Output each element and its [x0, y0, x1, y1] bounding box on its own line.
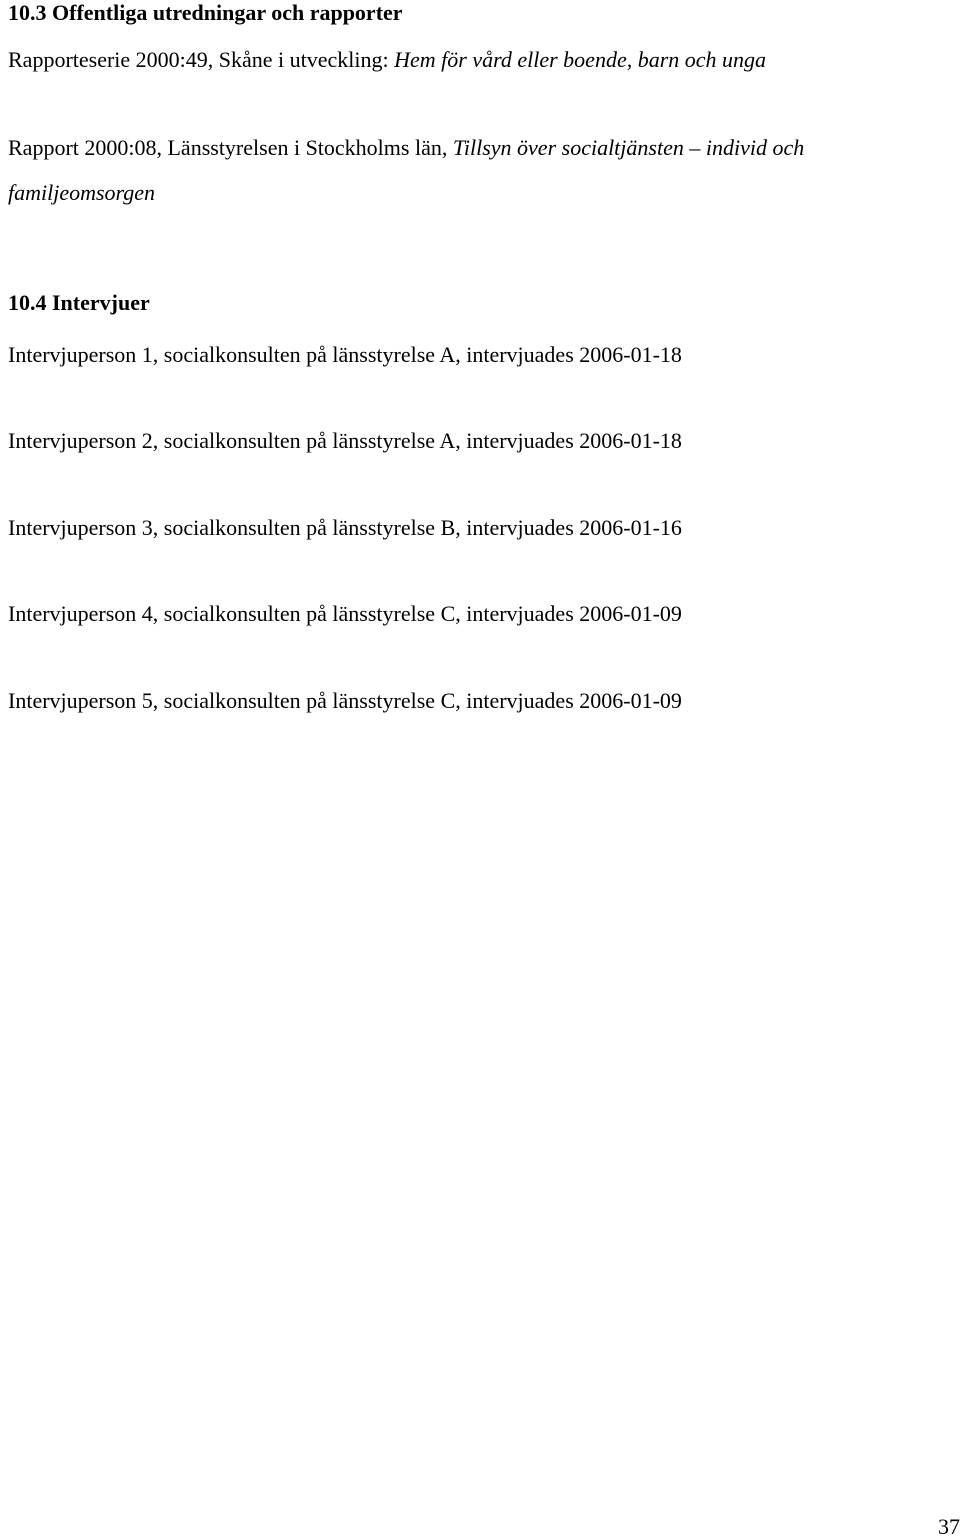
reference-stockholm-prefix: Rapport 2000:08, Länsstyrelsen i Stockholms län, [8, 135, 453, 160]
interview-entry-4: Intervjuperson 4, socialkonsulten på länsstyrelse C, intervjuades 2006-01-09 [8, 601, 682, 626]
interview-entry-3: Intervjuperson 3, socialkonsulten på länsstyrelse B, intervjuades 2006-01-16 [8, 515, 682, 540]
reference-skane-title: Hem för vård eller boende, barn och unga [394, 47, 767, 72]
interview-entry-5: Intervjuperson 5, socialkonsulten på länsstyrelse C, intervjuades 2006-01-09 [8, 688, 682, 713]
reference-stockholm-title-cont: familjeomsorgen [8, 180, 156, 205]
page-number: 37 [938, 1514, 960, 1539]
reference-stockholm [8, 135, 804, 161]
section-heading-10-3: 10.3 Offentliga utredningar och rapporter [8, 0, 403, 25]
reference-skane [8, 47, 766, 73]
reference-stockholm-title: Tillsyn över socialtjänsten – individ och [452, 135, 805, 160]
interview-entry-1: Intervjuperson 1, socialkonsulten på länsstyrelse A, intervjuades 2006-01-18 [8, 342, 682, 367]
interview-entry-2: Intervjuperson 2, socialkonsulten på länsstyrelse A, intervjuades 2006-01-18 [8, 428, 682, 453]
section-heading-10-4: 10.4 Intervjuer [8, 290, 150, 315]
reference-skane-prefix: Rapporteserie 2000:49, Skåne i utveckling: [8, 47, 395, 72]
